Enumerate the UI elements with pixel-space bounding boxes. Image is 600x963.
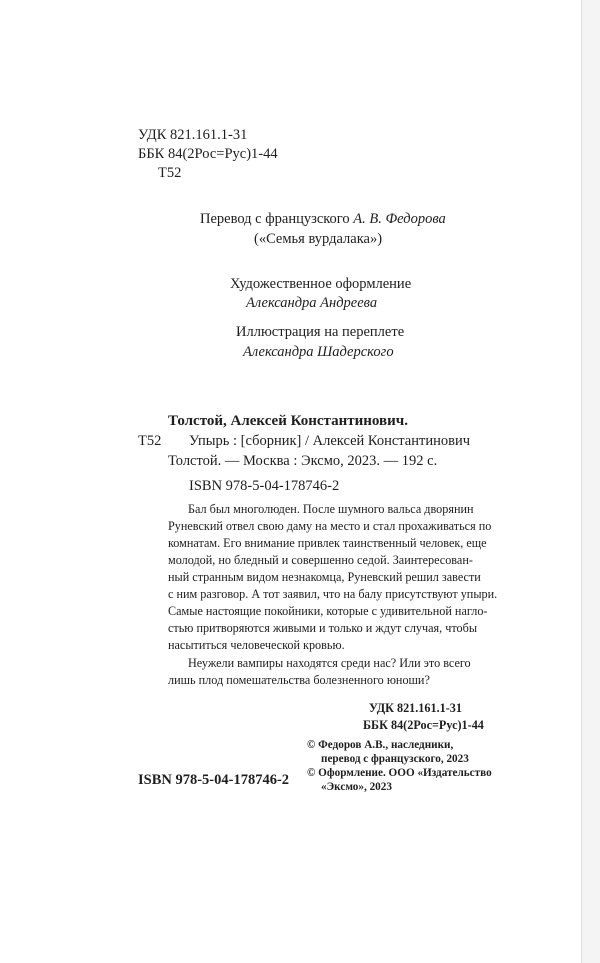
- translation-credit: [200, 210, 446, 228]
- annotation-line: лишь плод помешательства болезненного юноши?: [168, 673, 430, 687]
- illustrator-name: Александра Шадерского: [243, 344, 394, 360]
- annotation-line: с ним разговор. А тот заявил, что на балу присутствуют упыри.: [168, 587, 498, 601]
- copyright-line: © Федоров А.В., наследники,: [307, 739, 454, 751]
- designer-name: Александра Андреева: [246, 295, 378, 311]
- catalog-isbn: ISBN 978-5-04-178746-2: [189, 478, 340, 494]
- page-edge: [581, 0, 582, 963]
- annotation-line: Бал был многолюден. После шумного вальса дворянин: [188, 502, 474, 516]
- design-label: Художественное оформление: [230, 276, 412, 292]
- annotation-line: Руневский отвел свою даму на место и стал прохаживаться по: [168, 519, 492, 533]
- annotation-line: Неужели вампиры находятся среди нас? Или это всего: [188, 656, 471, 670]
- catalog-author-heading: Толстой, Алексей Константинович.: [168, 413, 408, 429]
- annotation-line: комнатам. Его внимание привлек таинственный человек, еще: [168, 536, 487, 550]
- udk-code: УДК 821.161.1-31: [138, 127, 248, 143]
- catalog-title-line-1: Упырь : [сборник] / Алексей Константинович: [189, 433, 470, 449]
- translation-prefix: Перевод с французского: [200, 211, 350, 227]
- author-mark: Т52: [158, 165, 182, 181]
- annotation-line: насытиться человеческой кровью.: [168, 638, 345, 652]
- copyright-line: «Эксмо», 2023: [321, 781, 392, 793]
- illustration-label: Иллюстрация на переплете: [236, 324, 405, 340]
- copyright-line: © Оформление. ООО «Издательство: [307, 767, 492, 779]
- translated-work: («Семья вурдалака»): [254, 231, 383, 247]
- catalog-bbk: ББК 84(2Рос=Рус)1-44: [363, 718, 484, 732]
- bbk-code: ББК 84(2Рос=Рус)1-44: [138, 146, 278, 162]
- annotation-line: Самые настоящие покойники, которые с удивительной нагло-: [168, 604, 488, 618]
- annotation-line: ный странным видом незнакомца, Руневский решил завести: [168, 570, 481, 584]
- catalog-author-mark: Т52: [138, 433, 162, 449]
- catalog-title-line-2: Толстой. — Москва : Эксмо, 2023. — 192 с.: [168, 453, 438, 469]
- annotation-line: молодой, но бледный и совершенно седой. Заинтересован-: [168, 553, 473, 567]
- footer-isbn: ISBN 978-5-04-178746-2: [138, 772, 290, 788]
- copyright-line: перевод с французского, 2023: [321, 753, 469, 765]
- catalog-udk: УДК 821.161.1-31: [369, 701, 462, 715]
- annotation-line: стью притворяются живыми и только и ждут случая, чтобы: [168, 621, 478, 635]
- translator-name: А. В. Федорова: [353, 211, 446, 227]
